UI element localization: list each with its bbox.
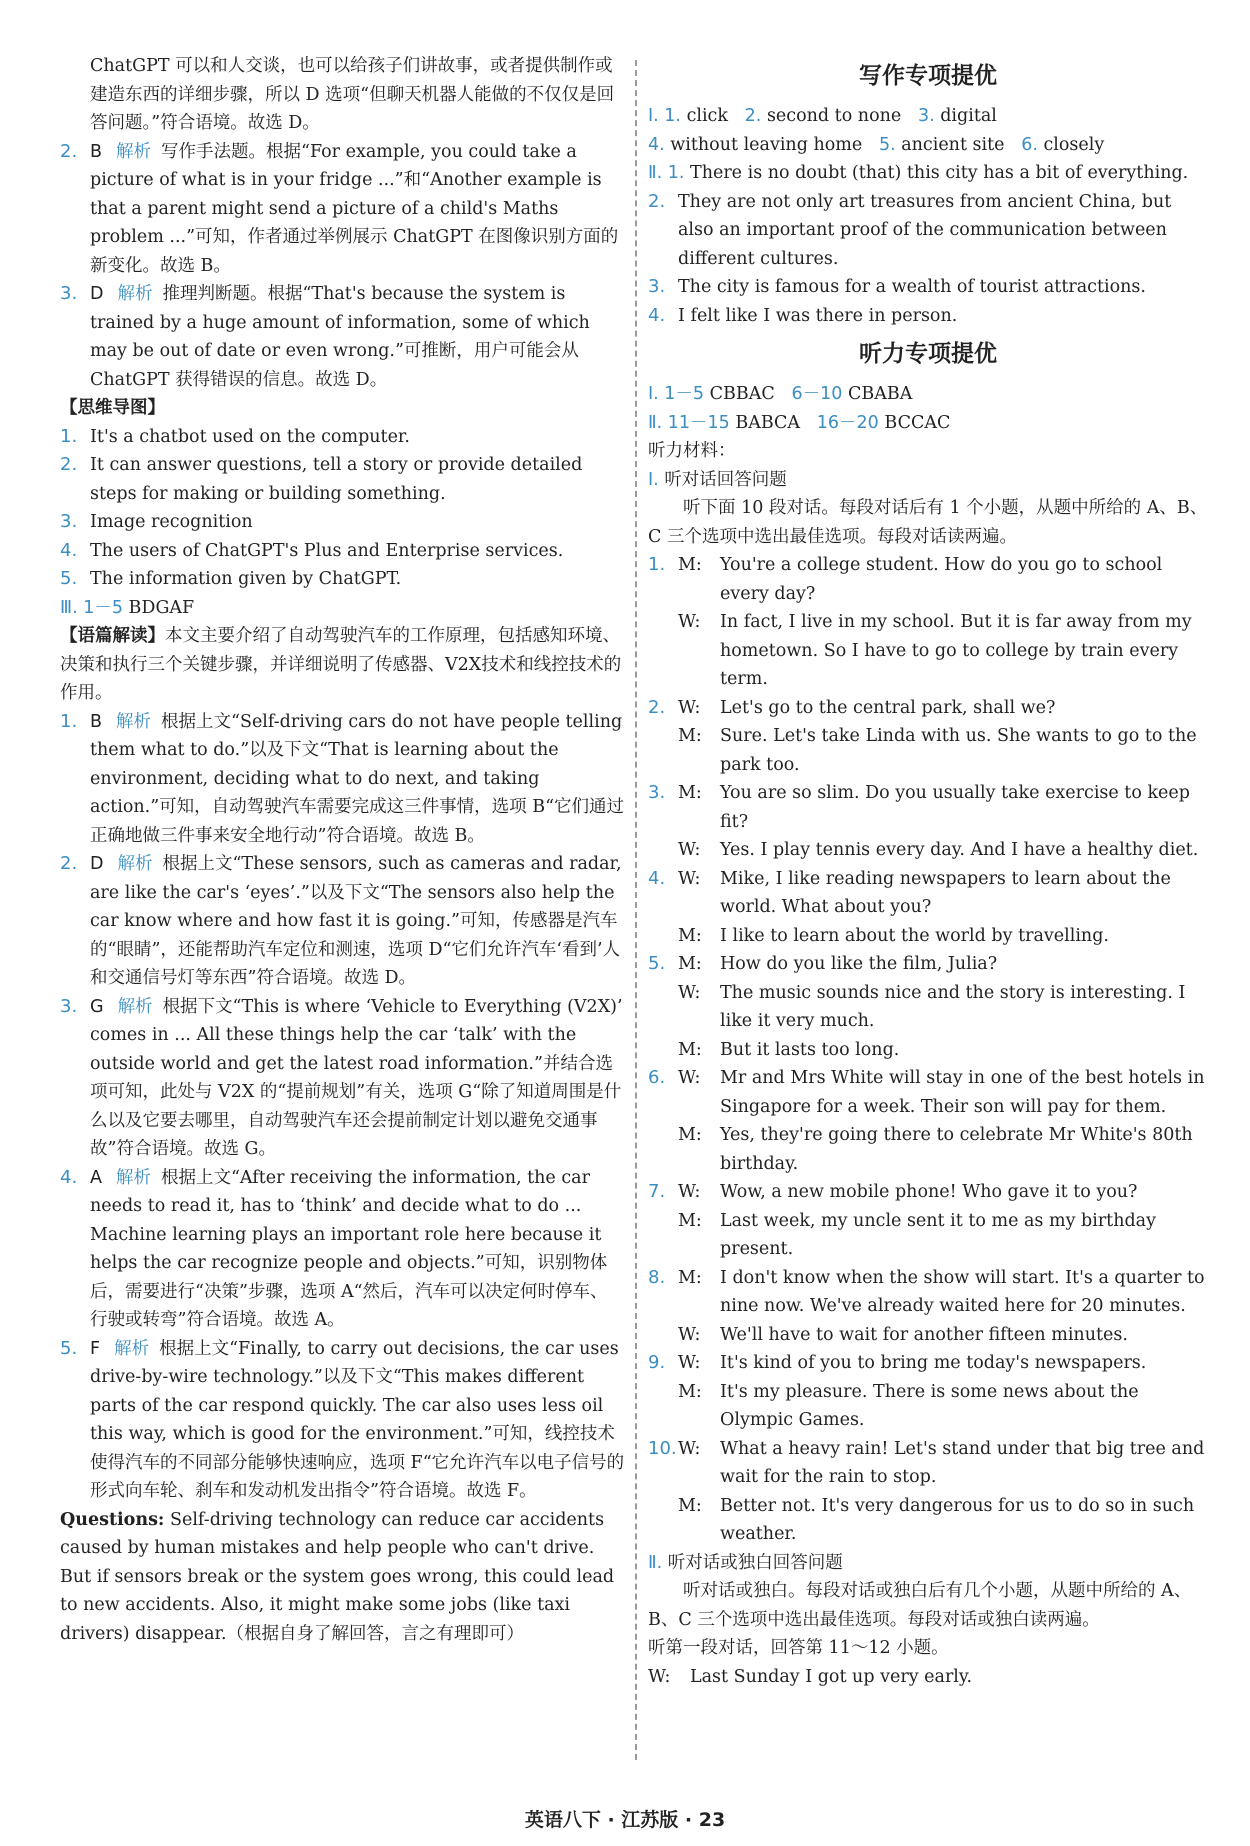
mindmap-text: Image recognition [90, 512, 253, 532]
dialog-item [648, 950, 1208, 1064]
speaker: W: [678, 840, 701, 860]
reading-text: 本文主要介绍了自动驾驶汽车的工作原理，包括感知环境、决策和执行三个关键步骤，并详细说明了传感器、V2X技术和线控技术的作用。 [60, 626, 622, 703]
line-text: It's kind of you to bring me today's newspapers. [720, 1353, 1147, 1373]
answer-item [60, 850, 625, 993]
dialog-item [648, 551, 1208, 694]
dialog-line [678, 694, 1208, 723]
item-number: 5. [60, 1337, 78, 1359]
answer-item [60, 1164, 625, 1335]
speaker: M: [678, 783, 702, 803]
range-number: 16－20 [816, 412, 879, 433]
dialog-item [648, 779, 1208, 865]
dialog-item [648, 694, 1208, 780]
mindmap-item [60, 451, 625, 508]
dialog-line [678, 1207, 1208, 1264]
part-title: 听对话或独白回答问题 [667, 1552, 843, 1573]
writing-sentence [648, 188, 1208, 274]
item-number: 3. [60, 511, 78, 532]
dialog-line [678, 979, 1208, 1036]
speaker: M: [678, 726, 702, 746]
line-text: The music sounds nice and the story is interesting. I like it very much. [720, 982, 1186, 1031]
answer-letter: B [90, 711, 103, 732]
speaker: M: [678, 1039, 702, 1060]
writing-section-title: 写作专项提优 [859, 62, 997, 89]
sentence-text: They are not only art treasures from ancient China, but also an important proof of the communication between different cultures. [678, 191, 1172, 269]
analysis-text: 根据上文“These sensors, such as cameras and radar, are like the car's ‘eyes’.”以及下文“The sensors also help the car know where and how fast it is going.”可知，传感器是汽车的“眼睛”，还能帮助汽车定位和测速，选项 D“它们允许汽车‘看到’人和交通信号灯等东西”符合语境。故选 D。 [90, 854, 622, 988]
mindmap-text: The users of ChatGPT's Plus and Enterprise services. [90, 540, 564, 561]
item-number: 2. [60, 454, 78, 475]
line-text: Mr and Mrs White will stay in one of the best hotels in Singapore for a week. Their son will pay for them. [720, 1068, 1205, 1117]
left-column [60, 52, 625, 1648]
dialog-item [648, 1349, 1208, 1435]
analysis-text: 根据下文“This is where ‘Vehicle to Everything (V2X)’ comes in ... All these things help the car ‘talk’ with the outside world and get the latest road information.”并结合选项可知，此处与 V2X 的“提前规划”有关，选项 G“除了知道周围是什么以及它要去哪里，自动驾驶汽车还会提前制定计划以避免交通事故”符合语境。故选 G。 [90, 996, 623, 1159]
speaker: M: [678, 1210, 702, 1231]
writing-answer: second to none [766, 106, 902, 126]
speaker: W: [648, 1666, 671, 1687]
part3-answers [60, 594, 625, 623]
writing-answer: closely [1043, 134, 1105, 155]
writing-sentence [648, 273, 1208, 302]
line-text: Last week, my uncle sent it to me as my birthday present. [720, 1210, 1157, 1259]
analysis-label: 解析 [116, 711, 152, 732]
mindmap-item [60, 537, 625, 566]
line-text: Sure. Let's take Linda with us. She wants to go to the park too. [720, 726, 1197, 775]
line-text: Last Sunday I got up very early. [690, 1666, 973, 1687]
item-number: 2. [60, 853, 78, 874]
page-footer: 英语八下 · 江苏版 · 23 [524, 1809, 726, 1831]
dialog-line [678, 1378, 1208, 1435]
sentence-text: The city is famous for a wealth of tourist attractions. [678, 277, 1146, 297]
item-number: 4. [648, 134, 665, 155]
analysis-text: 根据上文“After receiving the information, the car needs to read it, has to ‘think’ and decide what to do ... Machine learning plays an important role here because it helps the car recognize people and objects.”可知，识别物体后，需要进行“决策”步骤，选项 A“然后，汽车可以决定何时停车、行驶或转弯”符合语境。故选 A。 [90, 1167, 608, 1330]
part3-key: BDGAF [128, 597, 195, 618]
item-number: 4. [648, 867, 666, 889]
sentence-text: There is no doubt (that) this city has a bit of everything. [690, 163, 1189, 183]
answer-letter: D [90, 854, 104, 874]
speaker: M: [678, 925, 702, 946]
speaker: M: [678, 1267, 702, 1288]
item-number: 8. [648, 1266, 666, 1288]
range-answers: BABCA [735, 412, 801, 433]
line-text: You are so slim. Do you usually take exercise to keep fit? [720, 783, 1190, 832]
line-text: Wow, a new mobile phone! Who gave it to you? [720, 1182, 1138, 1202]
item-number: 3. [648, 782, 666, 803]
speaker: W: [678, 982, 701, 1003]
line-text: I don't know when the show will start. It's a quarter to nine now. We've already waited here for 20 minutes. [720, 1267, 1205, 1316]
line-text: What a heavy rain! Let's stand under that big tree and wait for the rain to stop. [720, 1438, 1205, 1487]
line-text: Better not. It's very dangerous for us to do so in such weather. [720, 1495, 1195, 1544]
part-number: Ⅰ. [648, 469, 659, 490]
item-number: 2. [744, 106, 762, 126]
line-text: You're a college student. How do you go to school every day? [720, 555, 1163, 604]
dialog-line [678, 1178, 1208, 1207]
answer-letter: A [90, 1167, 102, 1188]
speaker: M: [678, 555, 702, 575]
item-number: 1. [648, 554, 666, 575]
part1-instructions: 听下面 10 段对话。每段对话后有 1 个小题，从题中所给的 A、B、C 三个选项中选出最佳选项。每段对话读两遍。 [648, 498, 1208, 547]
questions-answer [60, 1506, 625, 1649]
mindmap-heading: 【思维导图】 [60, 398, 165, 418]
writing-sentence [648, 302, 1208, 331]
item-number: 6. [1021, 134, 1038, 155]
material-label: 听力材料： [648, 441, 736, 461]
writing-answer: digital [940, 106, 997, 126]
item-number: 4. [60, 539, 78, 561]
item-number: 10. [648, 1437, 677, 1459]
speaker: W: [678, 612, 701, 632]
analysis-text: 写作手法题。根据“For example, you could take a picture of what is in your fridge ...”和“Another example is that a parent might send a picture of a child's Maths problem ...”可知，作者通过举例展示 ChatGPT 在图像识别方面的新变化。故选 B。 [90, 141, 619, 276]
analysis-label: 解析 [116, 141, 152, 162]
mindmap-text: The information given by ChatGPT. [90, 569, 402, 589]
range-answers: CBABA [847, 384, 913, 404]
answer-item [60, 993, 625, 1164]
part2-heading [648, 1549, 1208, 1578]
speaker: W: [678, 868, 701, 889]
speaker: W: [678, 1353, 701, 1373]
answer-letter: B [90, 141, 103, 162]
dialog-line [678, 1036, 1208, 1065]
line-text: Mike, I like reading newspapers to learn about the world. What about you? [720, 868, 1171, 917]
item-number: 5. [648, 953, 666, 974]
speaker: W: [678, 1438, 701, 1459]
reading-heading: 【语篇解读】 [60, 626, 165, 646]
speaker: W: [678, 1324, 701, 1345]
line-text: I like to learn about the world by travelling. [720, 925, 1109, 946]
answer-letter: D [90, 284, 104, 304]
line-text: It's my pleasure. There is some news about the Olympic Games. [720, 1381, 1139, 1430]
answer-item [60, 1335, 625, 1506]
answer-item [60, 708, 625, 851]
mindmap-item [60, 423, 625, 452]
speaker: M: [678, 1125, 702, 1145]
listening-key-1 [648, 380, 1208, 409]
analysis-text: 根据上文“Self-driving cars do not have people telling them what to do.”以及下文“That is learning about the environment, deciding what to do next, and taking action.”可知，自动驾驶汽车需要完成这三件事情，选项 B“它们通过正确地做三件事来安全地行动”符合语境。故选 B。 [90, 711, 625, 846]
item-number: Ⅱ. 1. [648, 163, 685, 183]
listening-key-2 [648, 409, 1208, 438]
item-number: 1. [60, 710, 78, 732]
line-text: But it lasts too long. [720, 1039, 900, 1060]
dialog-item [648, 865, 1208, 951]
dialog-line [678, 1492, 1208, 1549]
answer-item [60, 138, 625, 281]
part1-heading [648, 466, 1208, 495]
speaker: W: [678, 1182, 701, 1202]
item-number: 3. [60, 995, 78, 1017]
analysis-label: 解析 [117, 284, 153, 304]
item-number: 6. [648, 1067, 666, 1088]
item-number: 2. [648, 696, 666, 718]
column-divider [635, 60, 637, 1760]
range-answers: CBBAC [709, 384, 775, 404]
range-number: Ⅱ. 11－15 [648, 412, 730, 433]
line-text: In fact, I live in my school. But it is far away from my hometown. So I have to go to college by train every term. [720, 612, 1192, 689]
range-number: Ⅰ. 1－5 [648, 384, 705, 404]
dialog-line [678, 1321, 1208, 1350]
intro-paragraph: ChatGPT 可以和人交谈，也可以给孩子们讲故事，或者提供制作或建造东西的详细步骤，所以 D 选项“但聊天机器人能做的不仅仅是回答问题。”符合语境。故选 D。 [90, 56, 615, 133]
analysis-label: 解析 [117, 996, 153, 1017]
mindmap-item [60, 565, 625, 594]
writing-answer: ancient site [901, 134, 1005, 155]
speaker: W: [678, 697, 701, 718]
line-text: How do you like the film, Julia? [720, 954, 998, 974]
answer-item [60, 280, 625, 394]
dialog-line [678, 865, 1208, 922]
item-number: 7. [648, 1181, 666, 1202]
item-number: 3. [917, 106, 935, 126]
dialog-line [678, 1264, 1208, 1321]
listening-section-title: 听力专项提优 [859, 340, 997, 367]
part-number: Ⅱ. [648, 1552, 663, 1573]
analysis-text: 推理判断题。根据“That's because the system is trained by a huge amount of information, some of which may be out of date or even wrong.”可推断，用户可能会从 ChatGPT 获得错误的信息。故选 D。 [90, 284, 590, 390]
dialog-line [678, 779, 1208, 836]
item-number: 2. [648, 190, 666, 212]
analysis-label: 解析 [114, 1338, 150, 1359]
speaker: M: [678, 1495, 702, 1516]
sentence-text: I felt like I was there in person. [678, 305, 958, 326]
dialog-line [678, 836, 1208, 865]
item-number: 2. [60, 140, 78, 162]
reading-analysis [60, 622, 625, 708]
writing-answer: without leaving home [670, 134, 863, 155]
analysis-label: 解析 [115, 1167, 151, 1188]
mindmap-text: It's a chatbot used on the computer. [90, 426, 410, 447]
speaker: M: [678, 1381, 702, 1402]
dialog-line [678, 1121, 1208, 1178]
item-number: 9. [648, 1352, 666, 1373]
dialog-line [678, 722, 1208, 779]
mindmap-text: It can answer questions, tell a story or provide detailed steps for making or building something. [90, 455, 583, 504]
line-text: Let's go to the central park, shall we? [720, 697, 1056, 718]
writing-sentence [648, 159, 1208, 188]
answer-letter: G [90, 996, 104, 1017]
item-number: 4. [60, 1166, 78, 1188]
writing-row-1 [648, 102, 1208, 131]
item-number: 3. [648, 276, 666, 297]
right-column [648, 52, 1208, 1691]
line-text: We'll have to wait for another fifteen minutes. [720, 1324, 1128, 1345]
mindmap-item [60, 508, 625, 537]
questions-text: Self-driving technology can reduce car accidents caused by human mistakes and help people who can't drive. But if sensors break or the system goes wrong, this could lead to new accidents. Also, it might make some jobs (like taxi drivers) disappear.（根据自身了解回答，言之有理即可） [60, 1509, 615, 1644]
dialog-line [678, 922, 1208, 951]
part-title: 听对话回答问题 [664, 469, 787, 490]
writing-answer: click [686, 106, 728, 126]
dialog-line [678, 608, 1208, 694]
dialog-line [648, 1663, 1208, 1692]
item-number: Ⅰ. 1. [648, 106, 681, 126]
writing-row-2 [648, 131, 1208, 160]
range-answers: BCCAC [884, 412, 951, 433]
analysis-text: 根据上文“Finally, to carry out decisions, the car uses drive-by-wire technology.”以及下文“This makes different parts of the car respond quickly. The car also uses less oil this way, which is good for the environment.”可知，线控技术使得汽车的不同部分能够快速响应，选项 F“它允许汽车以电子信号的形式向车轮、刹车和发动机发出指令”符合语境。故选 F。 [90, 1338, 625, 1501]
dialog-list [648, 551, 1208, 1549]
item-number: 4. [648, 304, 666, 326]
part2-first-dialog: 听第一段对话，回答第 11～12 小题。 [648, 1638, 949, 1658]
part2-instructions: 听对话或独白。每段对话或独白后有几个小题，从题中所给的 A、B、C 三个选项中选出最佳选项。每段对话或独白读两遍。 [648, 1581, 1192, 1630]
item-number: 5. [60, 568, 78, 589]
item-number: 3. [60, 283, 78, 304]
dialog-item [648, 1064, 1208, 1178]
dialog-line [678, 950, 1208, 979]
questions-label: Questions: [60, 1509, 165, 1530]
dialog-item [648, 1178, 1208, 1264]
speaker: M: [678, 954, 702, 974]
analysis-label: 解析 [117, 854, 153, 874]
item-number: 1. [60, 425, 78, 447]
answer-letter: F [90, 1338, 101, 1359]
dialog-line [678, 1349, 1208, 1378]
range-number: 6－10 [791, 384, 843, 404]
dialog-line [678, 551, 1208, 608]
line-text: Yes. I play tennis every day. And I have a healthy diet. [720, 840, 1199, 860]
line-text: Yes, they're going there to celebrate Mr White's 80th birthday. [720, 1125, 1193, 1174]
part3-number: Ⅲ. 1－5 [60, 597, 123, 618]
speaker: W: [678, 1068, 701, 1088]
dialog-line [678, 1435, 1208, 1492]
item-number: 5. [878, 134, 896, 155]
dialog-line [678, 1064, 1208, 1121]
dialog-item [648, 1264, 1208, 1350]
dialog-item [648, 1435, 1208, 1549]
